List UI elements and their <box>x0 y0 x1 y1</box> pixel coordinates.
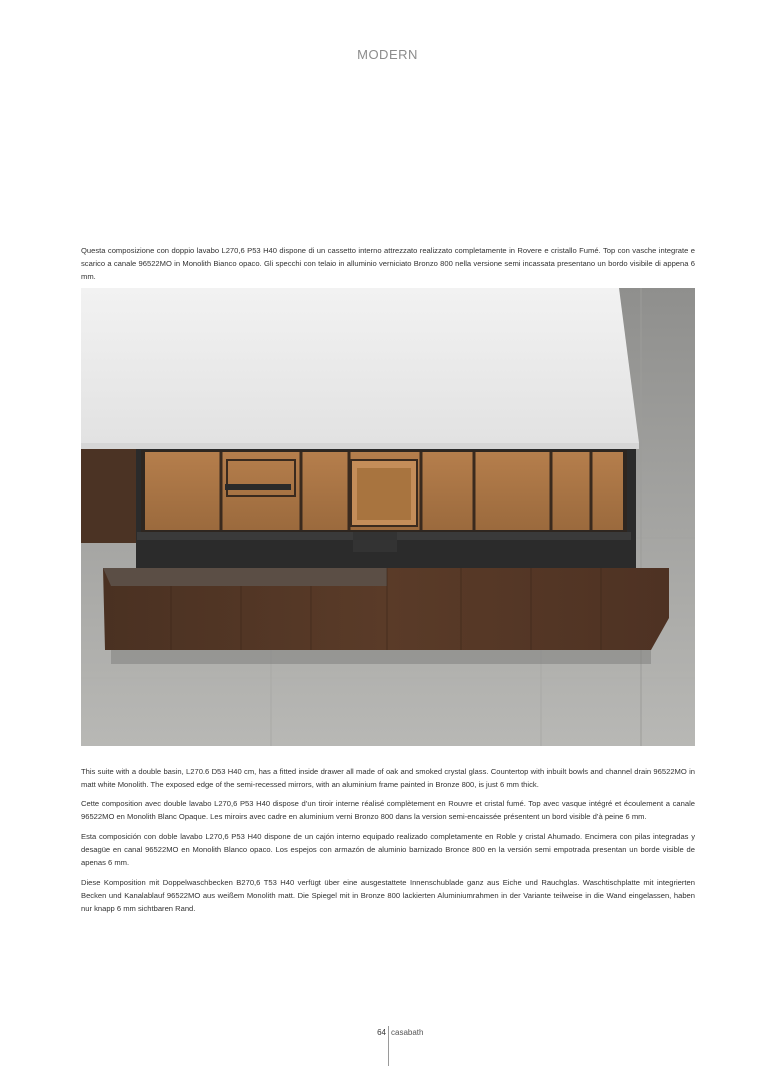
description-italian: Questa composizione con doppio lavabo L270,6 P53 H40 dispone di un cassetto interno attrezzato realizzato completamente in Rovere e cristallo Fumé. Top con vasche integrate e scarico a canale 96522MO in Monolith Bianco opaco. Gli specchi con telaio in alluminio verniciato Bronzo 800 nella versione semi incassata presentano un bordo visibile di appena 6 mm. <box>81 245 695 282</box>
description-german: Diese Komposition mit Doppelwaschbecken B270,6 T53 H40 verfügt über eine ausgestattete Innenschublade ganz aus Eiche und Rauchglas. Waschtischplatte mit integrierten Becken und Kanalablauf 96522MO aus weißem Monolith matt. Die Spiegel mit in Bronze 800 lackierten Aluminiumrahmen in der Variante teilweise in die Wand eingelassen, haben nur knapp 6 mm sichtbaren Rand. <box>81 877 695 914</box>
section-title: MODERN <box>357 47 418 62</box>
description-french: Cette composition avec double lavabo L270,6 P53 H40 dispose d’un tiroir interne réalisé complètement en Rouvre et cristal fumé. Top avec vasque intégré et écoulement a canale 96522MO en Monolith Blanc Opaque. Les miroirs avec cadre en aluminium verni Bronzo 800 dans la version semi-encaissée présentent un bord visible d’à peine 6 mm. <box>81 798 695 821</box>
page-footer <box>0 1028 775 1048</box>
product-photo <box>81 288 695 746</box>
brand-name: casabath <box>391 1028 424 1037</box>
description-english: This suite with a double basin, L270.6 D53 H40 cm, has a fitted inside drawer all made of oak and smoked crystal glass. Countertop with inbuilt bowls and channel drain 96522MO in matt white Monolith. The exposed edge of the semi-recessed mirrors, with an aluminium frame painted in Bronze 800, is just 6 mm thick. <box>81 766 695 789</box>
page-number: 64 <box>377 1028 386 1037</box>
footer-divider <box>388 1026 389 1066</box>
description-spanish: Esta composición con doble lavabo L270,6 P53 H40 dispone de un cajón interno equipado realizado completamente en Roble y cristal Ahumado. Encimera con pilas integradas y desagüe en canal 96522MO en Monolith Blanco opaco. Los espejos con armazón de aluminio barnizado Bronce 800 en la versión semi empotrada presentan un borde visible de apenas 6 mm. <box>81 831 695 868</box>
